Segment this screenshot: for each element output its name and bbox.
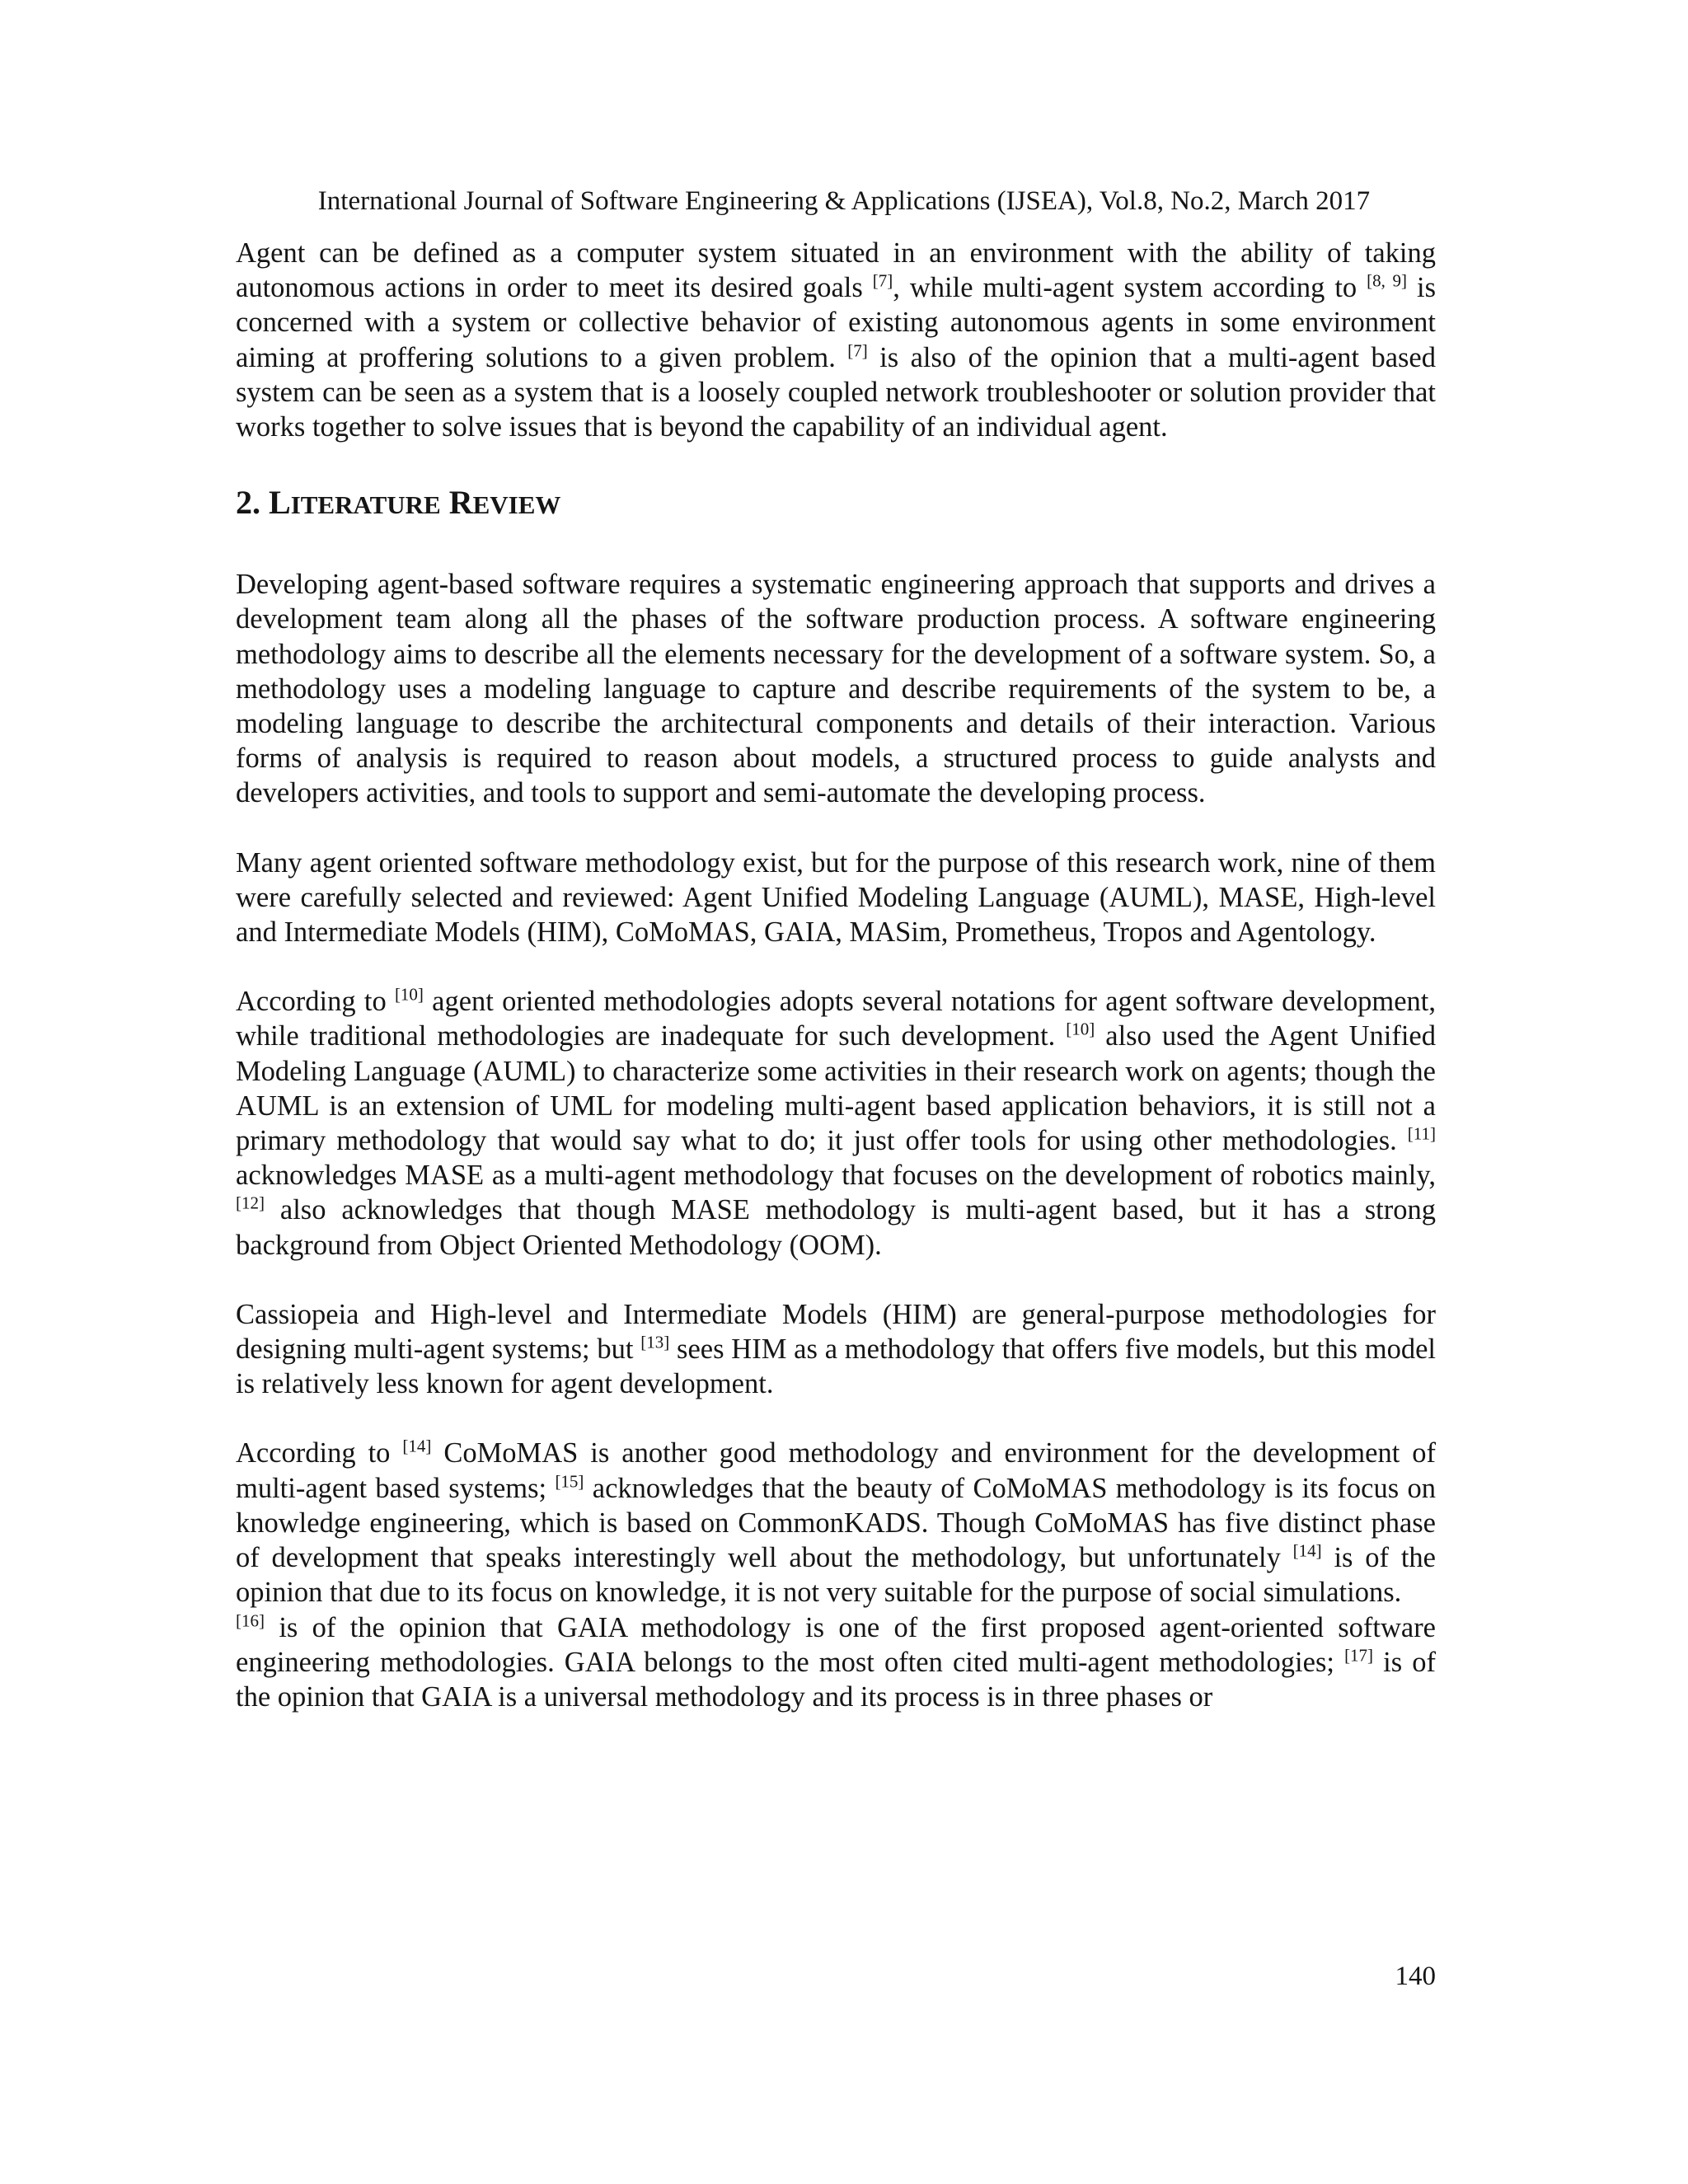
citation-7: [7] — [872, 270, 893, 291]
citation-13: [13] — [640, 1332, 670, 1352]
citation-8-9: [8, 9] — [1367, 270, 1407, 291]
p3-text-1: According to — [236, 986, 395, 1018]
citation-10: [10] — [394, 984, 424, 1005]
section-title-rest-2: EVIEW — [472, 490, 561, 520]
paragraph-agent-engineering: Developing agent-based software requires a systematic engineering approach that supports and drives a development team along all the phases of the software production process. A software engineering methodology aims to describe all the elements necessary for the development of a software system. So, a methodology uses a modeling language to capture and describe requirements of the system to be, a modeling language to describe the architectural components and details of their interaction. Various forms of analysis is required to reason about models, a structured process to guide analysts and developers activities, and tools to support and semi-automate the developing process. — [236, 569, 1436, 809]
intro-text-2: , while multi-agent system according to — [893, 272, 1367, 304]
paragraph-methodologies-list: Many agent oriented software methodology exist, but for the purpose of this research work, nine of them were carefully selected and reviewed: Agent Unified Modeling Language (AUML), MASE, High-level and Intermediate Models (HIM), CoMoMAS, GAIA, MASim, Prometheus, Tropos and Agentology. — [236, 846, 1436, 949]
page-number: 140 — [1395, 1961, 1436, 1991]
p5-text-1: According to — [236, 1437, 403, 1469]
page-body — [236, 236, 1436, 1714]
intro-text-1: Agent can be defined as a computer system situated in an environment with the ability of taking autonomous actions in order to meet its desired goals — [236, 237, 1436, 304]
p3-text-3: also used the Agent Unified Modeling Language (AUML) to characterize some activities in their research work on agents; though the AUML is an extension of UML for modeling multi-agent based application behaviors, it is still not a primary methodology that would say what to do; it just offer tools for using other methodologies. — [236, 1020, 1436, 1157]
section-title-rest-1: ITERATURE — [290, 490, 441, 520]
p3-text-2: agent oriented methodologies adopts several notations for agent software development, while traditional methodologies are inadequate for such development. — [236, 986, 1437, 1052]
citation-14: [14] — [402, 1436, 432, 1456]
p5-text-2: CoMoMAS is another good methodology and environment for the development of multi-agent based systems; — [236, 1437, 1436, 1504]
p5-text-4: is of the opinion that due to its focus on knowledge, it is not very suitable for the purpose of social simulations. — [236, 1542, 1436, 1609]
p4-text-2: sees HIM as a methodology that offers five models, but this model is relatively less known for agent development. — [236, 1333, 1436, 1400]
intro-text-3: is concerned with a system or collective behavior of existing autonomous agents in some environment aiming at proffering solutions to a given problem. — [236, 272, 1436, 373]
citation-11: [11] — [1407, 1123, 1436, 1144]
p5-text-3: acknowledges that the beauty of CoMoMAS methodology is its focus on knowledge engineering, which is based on CommonKADS. Though CoMoMAS has five distinct phase of development that speaks interestingly well about the methodology, but unfortunately — [236, 1472, 1436, 1574]
intro-text-4: is also of the opinion that a multi-agent based system can be seen as a system that is a loosely coupled network troubleshooter or solution provider that works together to solve issues that is beyond the capability of an individual agent. — [236, 341, 1436, 443]
citation-14b: [14] — [1292, 1540, 1322, 1561]
p3-text-5: also acknowledges that though MASE methodology is multi-agent based, but it has a strong background from Object Oriented Methodology (OOM). — [236, 1194, 1436, 1261]
running-header: International Journal of Software Engineering & Applications (IJSEA), Vol.8, No.2, March 2017 — [317, 186, 1371, 216]
section-heading — [236, 482, 1436, 526]
p4-text-1: Cassiopeia and High-level and Intermediate Models (HIM) are general-purpose methodologies for designing multi-agent systems; but — [236, 1298, 1436, 1366]
p3-text-4: acknowledges MASE as a multi-agent methodology that focuses on the development of robotics mainly, — [236, 1160, 1436, 1192]
paragraph-him — [236, 1297, 1436, 1402]
paragraph-comomas — [236, 1436, 1436, 1610]
citation-12: [12] — [236, 1193, 265, 1213]
citation-10b: [10] — [1066, 1019, 1095, 1039]
section-number: 2. — [236, 484, 260, 522]
paragraph-gaia — [236, 1610, 1436, 1715]
citation-16: [16] — [236, 1610, 265, 1630]
citation-15: [15] — [555, 1471, 584, 1492]
section-title-initial-2: R — [448, 484, 473, 522]
p6-text-2: is of the opinion that GAIA is a universal methodology and its process is in three phases or — [236, 1646, 1436, 1713]
p6-text-1: is of the opinion that GAIA methodology is one of the first proposed agent-oriented software engineering methodologies. GAIA belongs to the most often cited multi-agent methodologies; — [236, 1611, 1436, 1678]
paragraph-auml-mase — [236, 984, 1436, 1263]
citation-17: [17] — [1344, 1645, 1374, 1666]
citation-7b: [7] — [847, 340, 868, 361]
intro-paragraph — [236, 236, 1436, 444]
section-title-initial-1: L — [269, 484, 291, 522]
